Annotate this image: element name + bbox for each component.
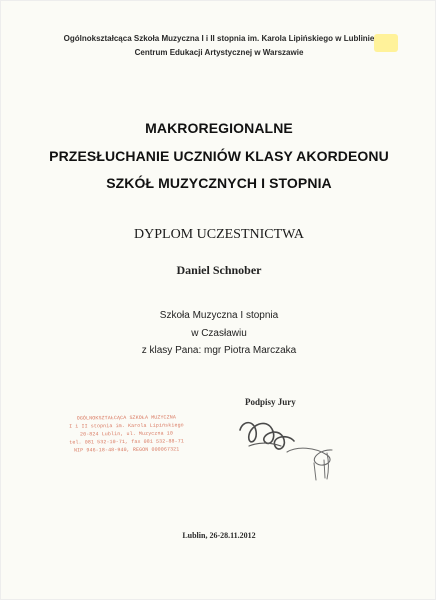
institution-header-1: Ogólnokształcąca Szkoła Muzyczna I i II stopnia im. Karola Lipińskiego w Lublinie: [63, 34, 375, 43]
recipient-name: Daniel Schnober: [176, 263, 262, 277]
stamp-line-4: tel. 081 532-10-71, fax 081 532-88-71: [69, 438, 184, 446]
event-title-line-3: SZKÓŁ MUZYCZNYCH I STOPNIA: [106, 175, 332, 191]
event-title-line-2: PRZESŁUCHANIE UCZNIÓW KLASY AKORDEONU: [49, 148, 389, 164]
stamp-line-1: OGÓLNOKSZTAŁCĄCA SZKOŁA MUZYCZNA: [76, 414, 176, 422]
signature-icon: [225, 408, 349, 488]
school-line-3: z klasy Pana: mgr Piotra Marczaka: [141, 345, 297, 356]
event-title-line-1: MAKROREGIONALNE: [145, 120, 293, 136]
place-and-date: Lublin, 26-28.11.2012: [182, 531, 256, 540]
diploma-label: DYPLOM UCZESTNICTWA: [134, 227, 304, 242]
school-line-2: w Czasławiu: [191, 328, 247, 339]
stamp-line-2: I i II stopnia im. Karola Lipińskiego: [69, 422, 184, 430]
stamp-line-3: 20-824 Lublin, ul. Muzyczna 10: [79, 430, 174, 438]
institution-stamp: [59, 413, 194, 454]
jury-signatures-label: Podpisy Jury: [245, 397, 296, 407]
school-line-1: Szkoła Muzyczna I stopnia: [159, 310, 279, 321]
institution-header-2: Centrum Edukacji Artystycznej w Warszawie: [134, 48, 304, 57]
stamp-line-5: NIP 946-18-48-940, REGON 000067321: [73, 446, 180, 454]
